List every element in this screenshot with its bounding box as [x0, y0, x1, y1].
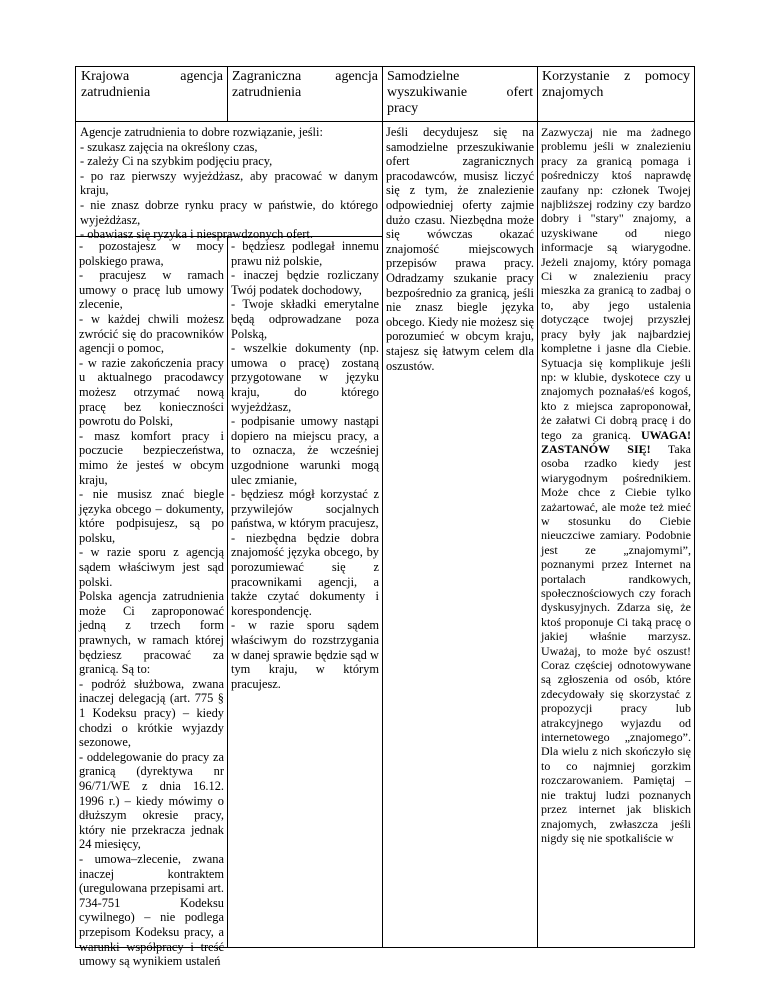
foreign-agency-text	[231, 239, 379, 691]
warning-text: UWAGA! ZASTANÓW SIĘ!	[541, 427, 691, 456]
self-search-text	[386, 125, 534, 373]
header-line: pracy	[387, 101, 419, 116]
header-line: zatrudnienia	[81, 85, 151, 100]
paragraph: - niezbędna będzie dobra znajomość języka obcego, by porozumiewać się z pracownikami agencji, a także czytać dokumenty i korespondencję.	[231, 530, 379, 618]
paragraph: - umowa–zlecenie, zwana inaczej kontraktem (uregulowana przepisami art. 734-751 Kodeksu cywilnego) – nie podlega przepisom Kodeksu pracy, a warunki współpracy i treść umowy są wynikiem ustaleń	[79, 851, 224, 969]
header-pomoc-znajomych	[542, 69, 690, 101]
header-line: znajomych	[542, 85, 604, 100]
paragraph: - będziesz mógł korzystać z przywilejów socjalnych państwa, w którym pracujesz,	[231, 487, 379, 531]
paragraph: - wszelkie dokumenty (np. umowa o pracę) zostaną przygotowane w języku kraju, do którego wyjeżdżasz,	[231, 341, 379, 414]
paragraph: - pracujesz w ramach umowy o pracę lub umowy zlecenie,	[79, 268, 224, 312]
rule-top	[75, 66, 695, 67]
header-zagraniczna-agencja	[232, 69, 378, 101]
paragraph: - Twoje składki emerytalne będą odprowadzane poza Polską,	[231, 297, 379, 341]
paragraph: - nie musisz znać biegle języka obcego – dokumenty, które podpisujesz, są po polsku,	[79, 487, 224, 545]
paragraph: - pozostajesz w mocy polskiego prawa,	[79, 239, 224, 268]
paragraph: - w każdej chwili możesz zwrócić się do pracowników agencji o pomoc,	[79, 311, 224, 356]
paragraph: - oddelegowanie do pracy za granicą (dyrektywa nr 96/71/WE z dnia 16.12. 1996 r.) – kiedy mówimy o dłuższym okresie pracy, który nie przekracza jednak 24 miesięcy,	[79, 749, 224, 852]
header-line: zatrudnienia	[232, 85, 302, 100]
rule-col2-col3	[382, 66, 383, 948]
paragraph: Polska agencja zatrudnienia może Ci zaproponować jedną z trzech form prawnych, w ramach której będziesz pracować za granicą. Są to:	[79, 589, 224, 677]
paragraph: - masz komfort pracy i poczucie bezpieczeństwa, mimo że jesteś w obcym kraju,	[79, 428, 224, 487]
rule-col1-col2	[227, 236, 228, 948]
paragraph: - inaczej będzie rozliczany Twój podatek dochodowy,	[231, 268, 379, 297]
paragraph: - w razie sporu sądem właściwym do rozstrzygania w danej sprawie będzie sąd w tym kraju, w którym pracujesz.	[231, 618, 379, 691]
header-samodzielne-wyszukiwanie	[387, 69, 533, 117]
intro-item: - szukasz zajęcia na określony czas,	[80, 139, 258, 154]
intro-item: - zależy Ci na szybkim podjęciu pracy,	[80, 154, 273, 169]
header-line: wyszukiwanie ofert	[387, 85, 533, 100]
rule-col1-col2-top	[227, 66, 228, 122]
intro-lead: Agencje zatrudnienia to dobre rozwiązanie, jeśli:	[80, 125, 323, 139]
rule-header-bottom	[75, 121, 695, 122]
rule-left	[75, 66, 76, 948]
rule-right	[694, 66, 695, 948]
intro-item: - obawiasz się ryzyka i niesprawdzonych ofert.	[80, 227, 313, 242]
text-run: Taka osoba rzadko kiedy jest wiarygodnym pośrednikiem. Może chce z Ciebie tylko zażartować, ale może też mieć w stosunku do Ciebie nieuczciwe zamiary. Podobnie jest ze „znajomymi”, poznanymi przez Internet na portalach randkowych, społecznościowych czy forach dyskusyjnych. Zdarza się, że ktoś proponuje Ci taką pracę o jakiej właśnie marzysz. Uważaj, to może być oszust! Coraz częściej odnotowywane są zgłoszenia od osób, które zdecydowały się skorzystać z propozycji pracy lub atrakcyjnego wyjazdu od internetowego „znajomego”. Dla wielu z nich skończyło się to co najmniej gorzkim rozczarowaniem. Pamiętaj – nie traktuj ludzi poznanych przez internet jak bliskich znajomych, zwłaszcza jeśli nigdy się nie spotkaliście w	[541, 441, 691, 845]
paragraph: - podpisanie umowy nastąpi dopiero na miejscu pracy, a to oznacza, że wcześniej uzgodnione warunki mogą ulec zmianie,	[231, 414, 379, 487]
header-krajowa-agencja	[81, 69, 223, 101]
paragraph: - będziesz podlegał innemu prawu niż polskie,	[231, 239, 379, 268]
header-line: Samodzielne	[387, 69, 460, 84]
domestic-agency-text	[79, 239, 224, 969]
intro-item: - po raz pierwszy wyjeżdżasz, aby pracować w danym kraju,	[80, 168, 378, 198]
header-line: Zagraniczna agencja	[232, 69, 378, 84]
header-line: Korzystanie z pomocy	[542, 69, 690, 84]
paragraph: - podróż służbowa, zwana inaczej delegacją (art. 775 § 1 Kodeksu pracy) – kiedy chodzi o krótkie wyjazdy sezonowe,	[79, 676, 224, 750]
paragraph: Jeśli decydujesz się na samodzielne przeszukiwanie ofert zagranicznych pracodawców, musisz liczyć się z tym, że znalezienie odpowiedniej oferty zajmie dużo czasu. Niezbędna może się wówczas okazać znajomość miejscowych przepisów prawa pracy. Odradzamy szukanie pracy bezpośrednio za granicą, jeśli nie znasz biegle języka obcego. Kiedy nie możesz się porozumieć w obcym kraju, stajesz się łatwym celem dla oszustów.	[386, 125, 534, 373]
header-line: Krajowa agencja	[81, 69, 223, 84]
text-run: Zazwyczaj nie ma żadnego problemu jeśli w znalezieniu pracy za granicą pomaga i pośredniczy ktoś naprawdę zaufany np: członek Twojej najbliższej rodziny czy bardzo dobry i "stary" znajomy, a uzyskiwane od niego informacje są wiarygodne. Jeżeli znajomy, który pomaga Ci w znalezieniu pracy mieszka za granicą to zadbaj o to, aby jego ustalenia dotyczące twojej przyszłej pracy były jak najbardziej kompletne i jasne dla Ciebie. Sytuacja się komplikuje jeśli np: w klubie, dyskotece czy u znajomych poznałaś/eś kogoś, kto z miejsca zaproponował, że załatwi Ci dobrą pracę i do tego za granicą.	[541, 125, 691, 442]
friends-help-text	[541, 125, 691, 845]
intro-item: - nie znasz dobrze rynku pracy w państwie, do którego wyjeżdżasz,	[80, 197, 378, 227]
paragraph: - w razie sporu z agencją sądem właściwym jest sąd polski.	[79, 545, 224, 589]
intro-conditions	[80, 125, 378, 242]
paragraph: - w razie zakończenia pracy u aktualnego pracodawcy możesz otrzymać nową pracę bez konieczności powrotu do Polski,	[79, 355, 224, 429]
paragraph	[541, 125, 691, 845]
rule-col3-col4	[537, 66, 538, 948]
